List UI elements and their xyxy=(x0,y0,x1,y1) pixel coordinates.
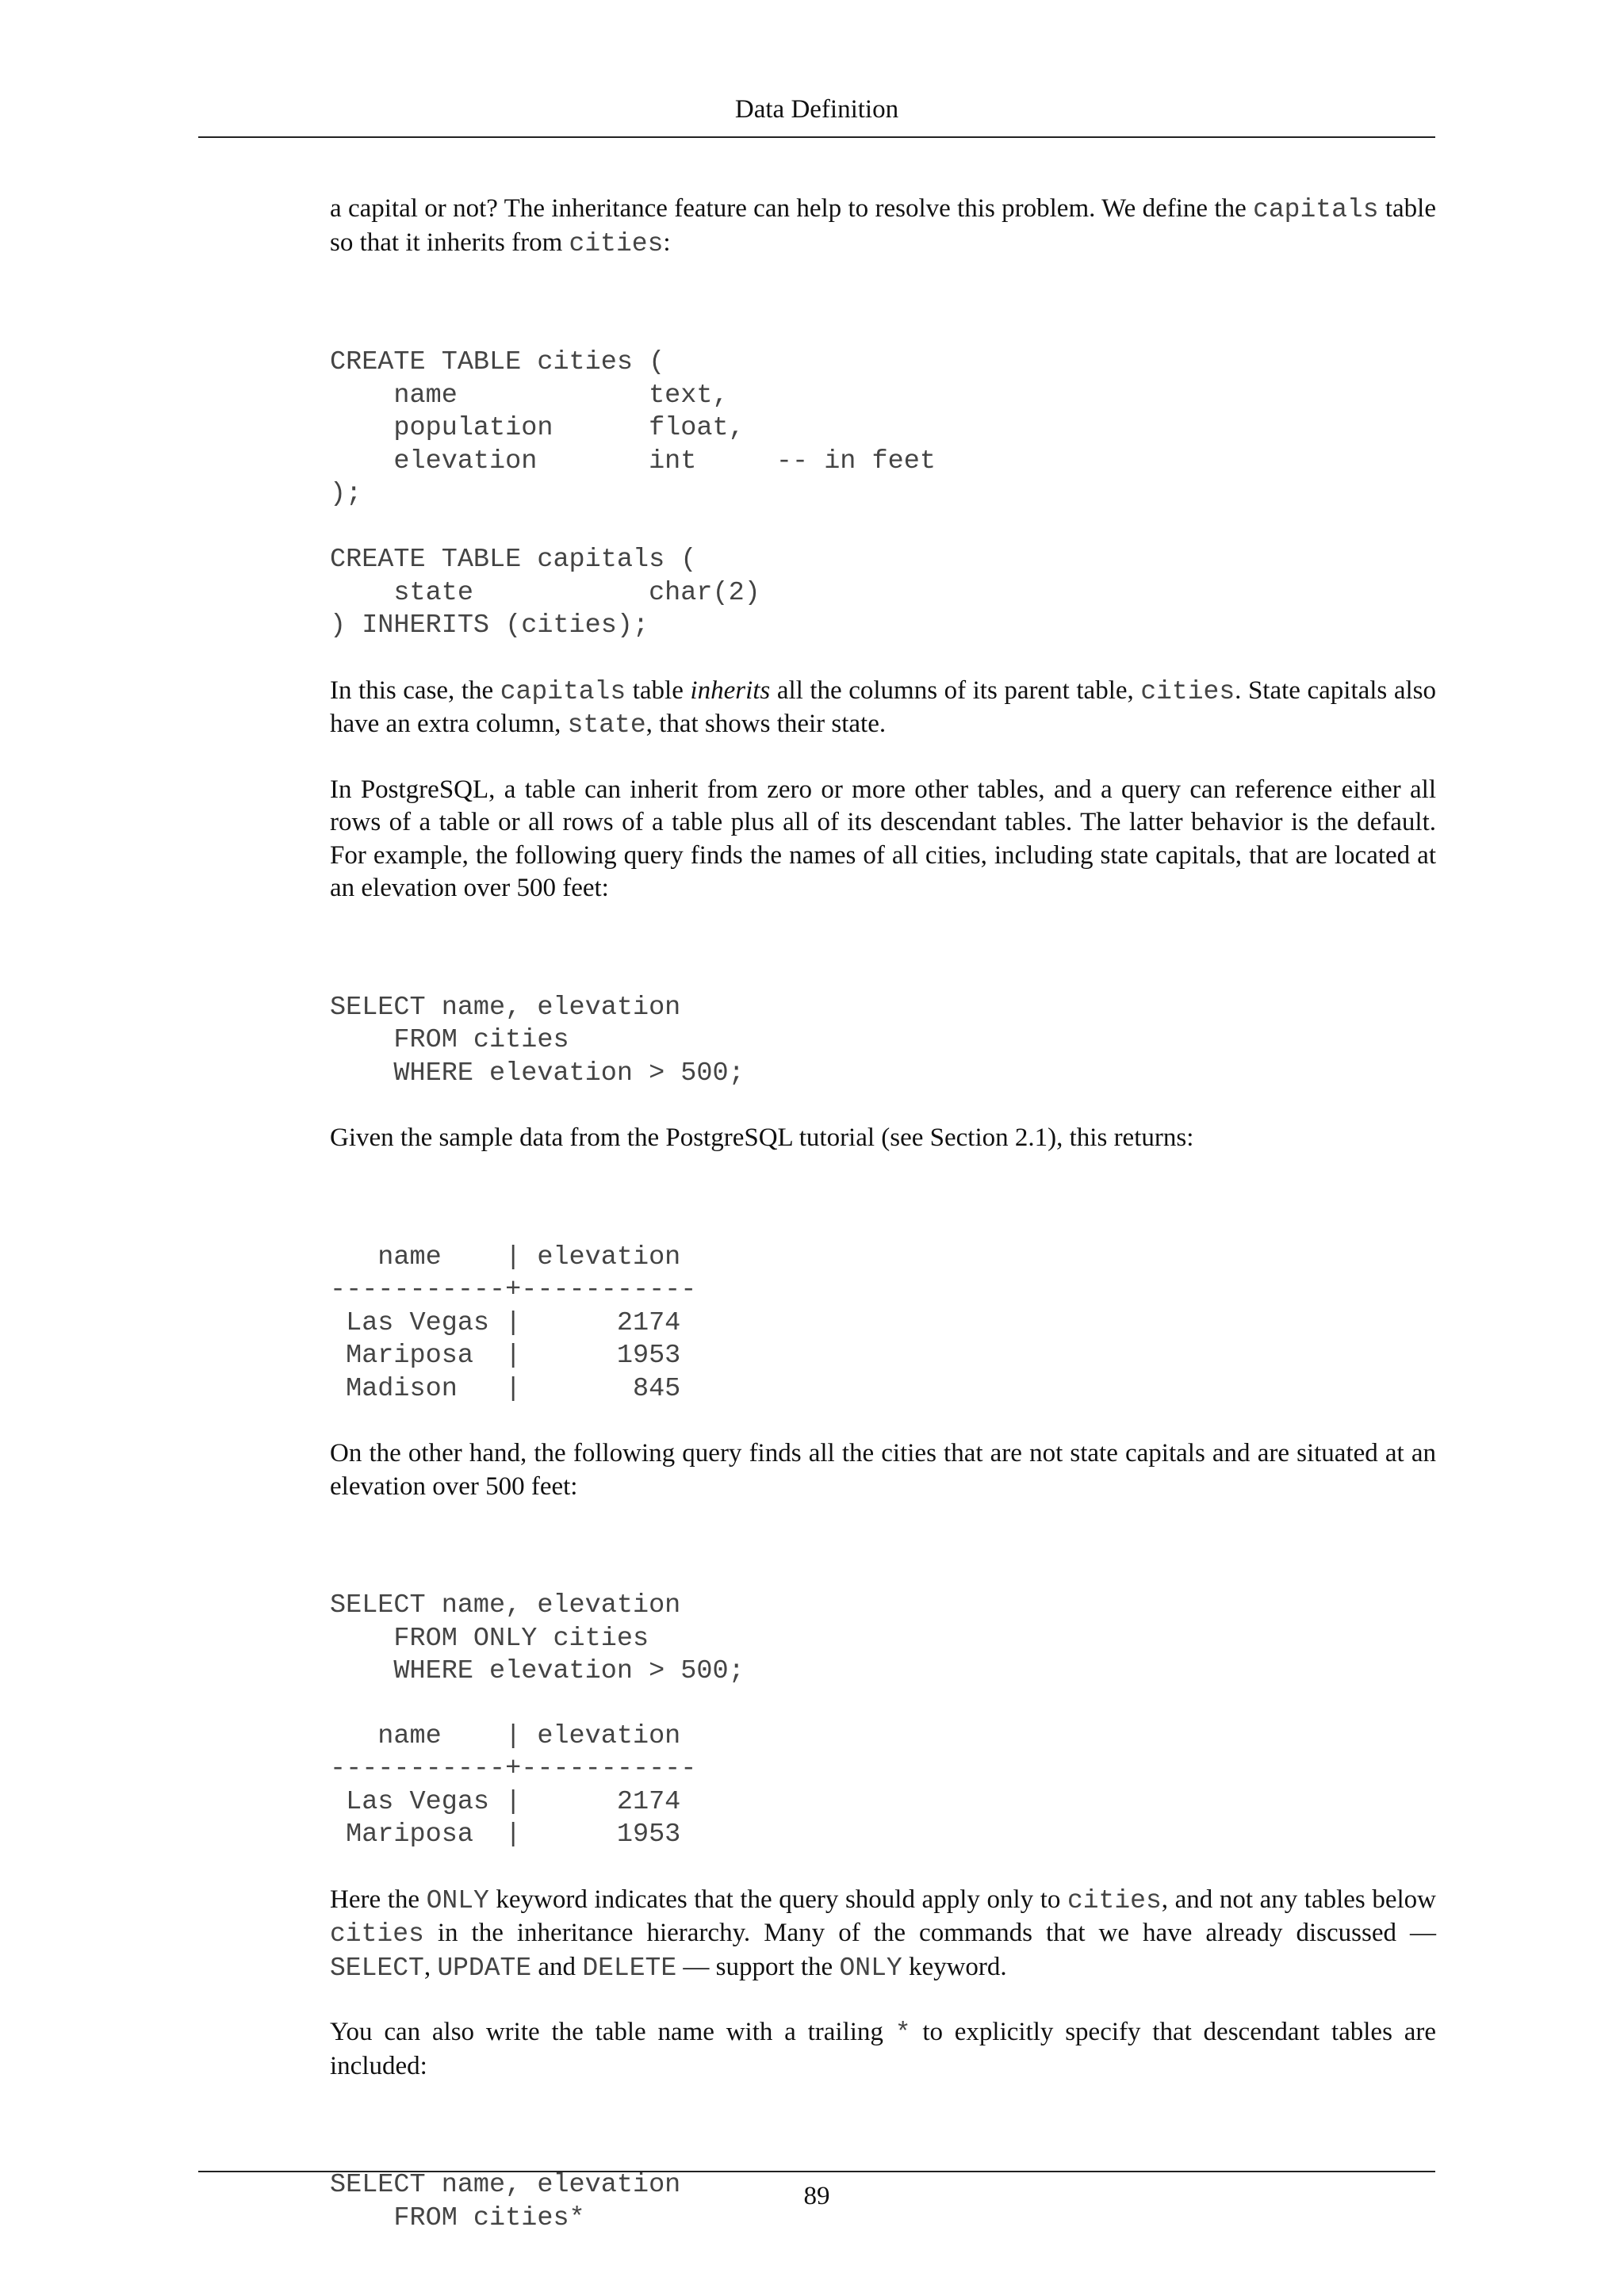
footer-rule xyxy=(198,2171,1435,2172)
text-span: , xyxy=(423,1952,438,1981)
text-span: — support the xyxy=(676,1952,840,1981)
text-span: : xyxy=(663,228,671,257)
inline-code-only: ONLY xyxy=(426,1885,489,1915)
text-span: Here the xyxy=(330,1885,427,1914)
paragraph-only-query: On the other hand, the following query finds all the cities that are not state capitals and are situated at an elevation over 500 feet: xyxy=(330,1439,1436,1501)
text-span: . State capitals also have an extra column, xyxy=(330,675,1436,738)
code-block-select-all: SELECT name, elevation FROM cities WHERE elevation > 500; xyxy=(330,992,745,1089)
inline-code-update: UPDATE xyxy=(437,1953,532,1983)
code-block-select-only: SELECT name, elevation FROM ONLY cities WHERE elevation > 500; xyxy=(330,1590,745,1686)
paragraph-only-keyword xyxy=(330,1884,1436,1985)
inline-code-capitals: capitals xyxy=(1253,195,1379,224)
text-span: in the inheritance hierarchy. Many of the commands that we have already discussed — xyxy=(423,1919,1436,1947)
text-span: all the columns of its parent table, xyxy=(770,675,1141,705)
paragraph-capitals-intro xyxy=(330,193,1436,260)
paragraph-query-inheritance: In PostgreSQL, a table can inherit from zero or more other tables, and a query can reference either all rows of a table or all rows of a table plus all of its descendant tables. The latter behavior is the default. For example, the following query finds the names of all cities, including state capitals, that are located at an elevation over 500 feet: xyxy=(330,775,1436,902)
inline-code-cities: cities xyxy=(330,1919,424,1949)
code-block-create-tables: CREATE TABLE cities ( name text, population float, elevation int -- in feet ); CREATE TABLE capitals ( state char(2) ) INHERITS (cities); xyxy=(330,347,936,641)
result-table-all-cities: name | elevation -----------+----------- Las Vegas | 2174 Mariposa | 1953 Madison | 845 xyxy=(330,1242,697,1404)
paragraph-inherits-columns xyxy=(330,675,1436,742)
text-span: In this case, the xyxy=(330,675,500,705)
inline-code-only: ONLY xyxy=(839,1953,902,1983)
inline-code-cities: cities xyxy=(1140,676,1235,706)
header-rule xyxy=(198,136,1435,138)
text-span: keyword. xyxy=(902,1952,1007,1981)
inline-code-select: SELECT xyxy=(330,1953,424,1983)
result-table-only-cities: name | elevation -----------+----------- Las Vegas | 2174 Mariposa | 1953 xyxy=(330,1720,697,1850)
page-body xyxy=(330,193,1436,2267)
text-span: , that shows their state. xyxy=(645,710,887,738)
page-number: 89 xyxy=(803,2182,830,2210)
text-span: a capital or not? The inheritance feature can help to resolve this problem. We define the xyxy=(330,194,1254,223)
text-span: table so that it inherits from xyxy=(330,194,1436,257)
paragraph-trailing-star xyxy=(330,2016,1436,2083)
text-span: , and not any tables below xyxy=(1161,1885,1436,1914)
inline-code-cities: cities xyxy=(569,228,664,258)
paragraph-sample-data: Given the sample data from the PostgreSQL tutorial (see Section 2.1), this returns: xyxy=(330,1123,1194,1152)
inline-code-state: state xyxy=(567,710,646,740)
text-span: keyword indicates that the query should apply only to xyxy=(488,1885,1067,1914)
emphasis-inherits: inherits xyxy=(690,675,771,705)
inline-code-cities: cities xyxy=(1067,1885,1162,1915)
inline-code-capitals: capitals xyxy=(500,676,626,706)
inline-code-delete: DELETE xyxy=(582,1953,677,1983)
running-header: Data Definition xyxy=(734,95,899,124)
text-span: table xyxy=(626,675,691,705)
text-span: to explicitly specify that descendant tables are included: xyxy=(330,2018,1436,2080)
text-span: and xyxy=(531,1952,583,1981)
code-block-select-star: SELECT name, elevation FROM cities* xyxy=(330,2170,681,2233)
inline-code-star: * xyxy=(894,2019,911,2048)
text-span: You can also write the table name with a trailing xyxy=(330,2018,895,2046)
